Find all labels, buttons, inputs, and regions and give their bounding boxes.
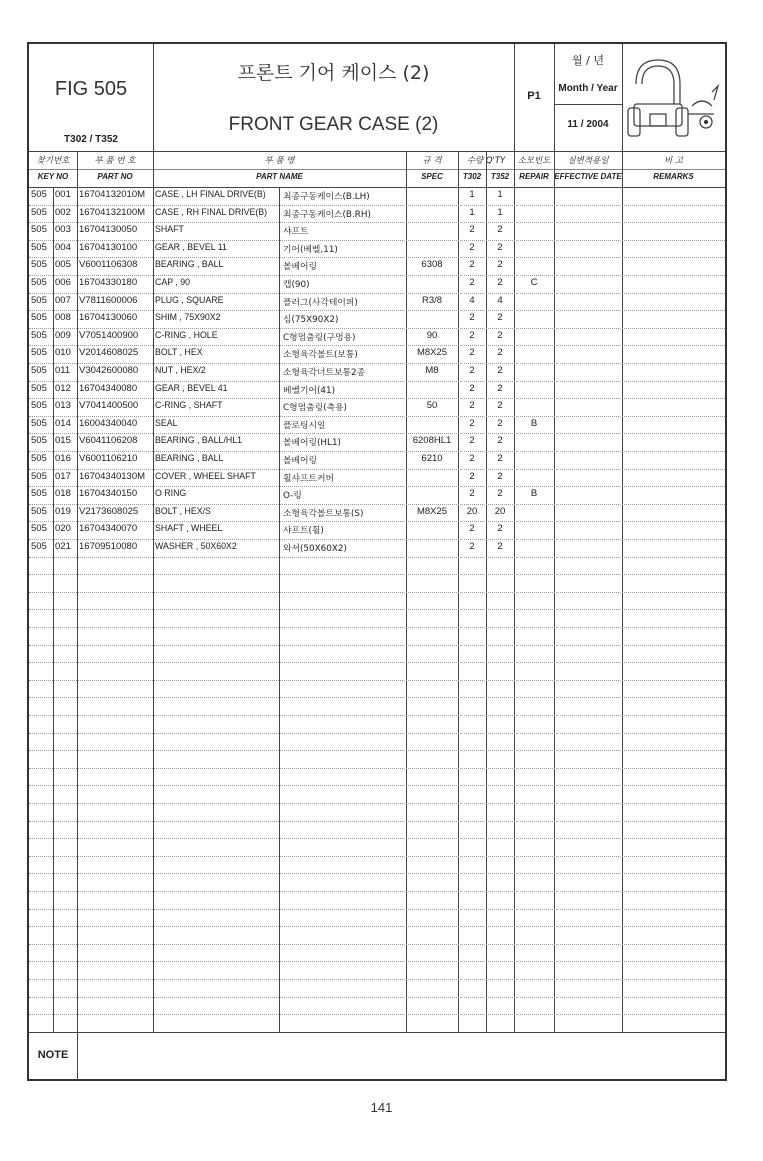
key-no-header: KEY NO (37, 172, 69, 181)
effective-date-header: EFFECTIVE DATE (554, 172, 622, 181)
cell-repair: C (530, 277, 538, 288)
cell-fig: 505 (31, 312, 47, 324)
cell-key: 014 (55, 417, 71, 429)
table-row (29, 469, 725, 488)
table-row (29, 733, 725, 752)
table-row (29, 328, 725, 347)
cell-fig: 505 (31, 206, 47, 218)
cell-kr: 샤프트(휠) (283, 526, 324, 537)
cell-q2: 2 (497, 365, 503, 376)
note-label: NOTE (37, 1049, 69, 1061)
cell-key: 003 (55, 224, 71, 236)
cell-name: SHIM , 75X90X2 (155, 312, 221, 323)
table-row (29, 416, 725, 435)
sheet-header (29, 44, 725, 152)
cell-fig: 505 (31, 382, 47, 394)
cell-spec: M8X25 (416, 347, 448, 359)
cell-kr: 플로팅시일 (283, 420, 326, 431)
cell-name: GEAR , BEVEL 41 (155, 382, 228, 393)
cell-name: BEARING , BALL (155, 453, 224, 463)
cell-fig: 505 (31, 523, 47, 535)
repair-header: REPAIR (519, 172, 549, 181)
cell-q2: 2 (497, 523, 503, 535)
cell-kr: C형멈춤링(축용) (283, 403, 347, 414)
cell-part: V3042600080 (79, 365, 139, 376)
cell-kr: 볼베어링(HL1) (283, 438, 341, 449)
cell-name: CAP , 90 (155, 277, 191, 287)
cell-name: BOLT , HEX/S (155, 505, 211, 516)
cell-key: 005 (55, 259, 71, 271)
cell-q1: 2 (469, 400, 475, 412)
table-row (29, 856, 725, 875)
cell-spec: 6208HL1 (412, 435, 452, 447)
qty-t352-header: T352 (490, 172, 510, 181)
page-number: 141 (370, 1100, 393, 1115)
cell-kr: 볼베어링 (283, 456, 317, 466)
table-row (29, 504, 725, 523)
cell-key: 012 (55, 382, 71, 394)
table-row (29, 240, 725, 259)
cell-q2: 2 (497, 541, 503, 552)
cell-repair: B (530, 488, 538, 500)
table-row (29, 345, 725, 364)
table-row (29, 926, 725, 945)
parts-sheet (27, 42, 727, 1081)
cell-q1: 1 (469, 189, 475, 200)
part-no-header-kr: 부 품 번 호 (94, 156, 136, 166)
cell-kr: 샤프트 (283, 227, 309, 238)
cell-kr: 휠샤프트커버 (283, 473, 334, 484)
cell-kr: 베벨기어(41) (283, 385, 336, 396)
cell-part: V2173608025 (79, 505, 139, 517)
cell-part: V6001106308 (79, 259, 138, 271)
cell-name: BEARING , BALL/HL1 (155, 435, 243, 446)
qty-header: 수량 Q'TY (466, 156, 506, 166)
table-row (29, 997, 725, 1016)
cell-q1: 2 (469, 241, 475, 253)
cell-key: 021 (55, 541, 71, 552)
cell-key: 007 (55, 294, 71, 306)
table-row (29, 222, 725, 241)
cell-q1: 2 (469, 312, 475, 324)
table-row (29, 873, 725, 892)
cell-part: V7051400900 (79, 329, 139, 341)
cell-q2: 2 (497, 277, 503, 288)
cell-kr: 소형육각볼트보통(S) (283, 508, 364, 519)
title-block (153, 44, 514, 151)
cell-fig: 505 (31, 488, 47, 500)
table-row (29, 697, 725, 716)
cell-fig: 505 (31, 241, 47, 253)
month-year-label: Month / Year (558, 83, 618, 94)
cell-name: BEARING , BALL (155, 259, 224, 270)
cell-part: 16704130050 (79, 224, 138, 236)
cell-q2: 2 (497, 453, 503, 464)
cell-kr: 볼베어링 (283, 262, 317, 273)
table-row (29, 381, 725, 400)
cell-spec: 6308 (421, 259, 443, 271)
cell-q1: 2 (469, 224, 475, 236)
cell-part: V6041106208 (79, 435, 138, 447)
table-row (29, 539, 725, 558)
cell-part: 16704132010M (79, 189, 146, 200)
table-row (29, 909, 725, 928)
cell-name: GEAR , BEVEL 11 (155, 241, 227, 252)
cell-name: COVER , WHEEL SHAFT (155, 470, 256, 481)
cell-key: 017 (55, 470, 71, 482)
cell-fig: 505 (31, 417, 47, 429)
cell-part: 16704330180 (79, 277, 138, 288)
cell-kr: 소형육각볼트(보통) (283, 350, 358, 361)
table-row (29, 785, 725, 804)
cell-fig: 505 (31, 505, 47, 517)
table-row (29, 838, 725, 857)
cell-name: SHAFT , WHEEL (155, 523, 223, 534)
spec-header: SPEC (421, 172, 443, 181)
cell-key: 015 (55, 435, 71, 447)
cell-fig: 505 (31, 294, 47, 306)
table-row (29, 979, 725, 998)
cell-fig: 505 (31, 277, 47, 288)
cell-part: 16704340150 (79, 488, 138, 500)
cell-q2: 1 (497, 206, 503, 218)
cell-q2: 1 (497, 189, 503, 200)
table-row (29, 433, 725, 452)
repair-header-kr: 소모빈도 (517, 156, 551, 166)
cell-key: 018 (55, 488, 71, 500)
cell-q2: 2 (497, 241, 503, 253)
cell-key: 010 (55, 347, 71, 359)
cell-part: 16004340040 (79, 417, 138, 429)
table-row (29, 944, 725, 963)
cell-fig: 505 (31, 400, 47, 412)
cell-q1: 2 (469, 523, 475, 535)
cell-name: NUT , HEX/2 (155, 365, 206, 375)
cell-spec: 50 (426, 400, 438, 412)
table-row (29, 187, 725, 206)
cell-q1: 2 (469, 382, 475, 394)
cell-q2: 20 (494, 505, 506, 517)
title-korean: 프론트 기어 케이스 (2) (237, 62, 430, 84)
cell-fig: 505 (31, 365, 47, 376)
column-header (29, 151, 725, 188)
cell-q1: 2 (469, 435, 475, 447)
table-row (29, 645, 725, 664)
qty-t302-header: T302 (462, 172, 482, 181)
table-row (29, 398, 725, 417)
tractor-front-icon (622, 44, 725, 151)
model-list: T302 / T352 (64, 134, 118, 145)
cell-q2: 2 (497, 347, 503, 359)
spec-header-kr: 규 격 (422, 156, 442, 166)
cell-key: 019 (55, 505, 71, 517)
cell-key: 020 (55, 523, 71, 535)
table-row (29, 961, 725, 980)
title-english: FRONT GEAR CASE (2) (228, 114, 439, 135)
table-row (29, 574, 725, 593)
cell-part: V7041400500 (79, 400, 139, 412)
fig-number: FIG 505 (54, 78, 128, 100)
cell-spec: M8 (425, 365, 439, 376)
cell-key: 016 (55, 453, 71, 464)
cell-q2: 2 (497, 259, 503, 271)
cell-q1: 20 (466, 505, 478, 517)
cell-q1: 2 (469, 277, 475, 288)
cell-q2: 2 (497, 435, 503, 447)
cell-part: 16704340070 (79, 523, 138, 535)
cell-kr: 심(75X90X2) (283, 315, 339, 326)
cell-name: PLUG , SQUARE (155, 294, 224, 305)
page-code: P1 (527, 90, 541, 102)
cell-name: WASHER , 50X60X2 (155, 541, 237, 551)
table-row (29, 363, 725, 382)
effective-date-header-kr: 실변적용일 (567, 156, 609, 166)
table-row (29, 257, 725, 276)
cell-name: SHAFT (155, 224, 184, 235)
remarks-header-kr: 비 고 (663, 156, 684, 166)
cell-q2: 2 (497, 382, 503, 394)
cell-q1: 2 (469, 329, 475, 341)
cell-fig: 505 (31, 541, 47, 552)
effective-date: 11 / 2004 (567, 119, 609, 130)
cell-kr: 와셔(50X60X2) (283, 544, 347, 554)
cell-part: V2014608025 (79, 347, 139, 359)
cell-q1: 2 (469, 259, 475, 271)
cell-part: 16709510080 (79, 541, 138, 552)
table-row (29, 521, 725, 540)
cell-q2: 4 (497, 294, 503, 306)
cell-name: CASE , LH FINAL DRIVE(B) (155, 189, 266, 199)
cell-q2: 2 (497, 470, 503, 482)
remarks-header: REMARKS (653, 172, 694, 181)
cell-q1: 2 (469, 417, 475, 429)
cell-spec: 90 (426, 329, 438, 341)
cell-fig: 505 (31, 470, 47, 482)
cell-q1: 4 (469, 294, 475, 306)
cell-name: BOLT , HEX (155, 347, 203, 358)
cell-part: V7811600006 (79, 294, 138, 306)
cell-key: 009 (55, 329, 71, 341)
table-row (29, 750, 725, 769)
cell-fig: 505 (31, 347, 47, 359)
cell-q2: 2 (497, 312, 503, 324)
table-row (29, 680, 725, 699)
page-code-block (514, 44, 554, 151)
cell-kr: O-링 (283, 491, 302, 502)
cell-kr: 최종구동케이스(B.RH) (283, 209, 371, 220)
table-row (29, 715, 725, 734)
table-row (29, 293, 725, 312)
note-area (29, 1032, 725, 1080)
key-no-header-kr: 찾기번호 (36, 156, 70, 166)
cell-part: 16704340130M (79, 470, 146, 482)
cell-q1: 2 (469, 470, 475, 482)
cell-name: O RING (155, 488, 187, 499)
cell-key: 006 (55, 277, 71, 288)
cell-spec: R3/8 (421, 294, 443, 306)
cell-q1: 1 (469, 206, 475, 218)
cell-spec: M8X25 (416, 505, 448, 517)
table-row (29, 557, 725, 576)
table-row (29, 486, 725, 505)
table-row (29, 609, 725, 628)
table-row (29, 310, 725, 329)
cell-q2: 2 (497, 417, 503, 429)
cell-q2: 2 (497, 488, 503, 500)
cell-part: 16704340080 (79, 382, 138, 394)
cell-kr: 기어(베벨,11) (283, 244, 338, 255)
cell-fig: 505 (31, 329, 47, 341)
table-row (29, 768, 725, 787)
table-row (29, 891, 725, 910)
cell-q2: 2 (497, 224, 503, 236)
cell-name: CASE , RH FINAL DRIVE(B) (155, 206, 268, 217)
cell-q1: 2 (469, 453, 475, 464)
table-row (29, 1014, 725, 1033)
cell-fig: 505 (31, 259, 47, 271)
table-row (29, 592, 725, 611)
cell-key: 008 (55, 312, 71, 324)
cell-key: 011 (55, 365, 71, 376)
cell-name: SEAL (155, 417, 178, 428)
cell-q2: 2 (497, 400, 503, 412)
table-row (29, 627, 725, 646)
cell-key: 002 (55, 206, 71, 218)
cell-part: V6001106210 (79, 453, 138, 464)
cell-q1: 2 (469, 541, 475, 552)
cell-fig: 505 (31, 189, 47, 200)
part-name-header-kr: 부 품 명 (264, 156, 295, 166)
cell-repair: B (530, 417, 538, 429)
cell-part: 16704130060 (79, 312, 138, 324)
cell-kr: 플러그(사각테이퍼) (283, 297, 358, 308)
cell-part: 16704130100 (79, 241, 138, 253)
cell-kr: C형멈춤링(구멍용) (283, 332, 356, 343)
cell-spec: 6210 (421, 453, 443, 464)
cell-q1: 2 (469, 488, 475, 500)
table-row (29, 803, 725, 822)
cell-name: C-RING , HOLE (155, 329, 218, 340)
part-no-header: PART NO (97, 172, 133, 181)
cell-kr: 소형육각너트보통2종 (283, 368, 366, 378)
cell-kr: 최종구동케이스(B.LH) (283, 192, 370, 202)
table-row (29, 821, 725, 840)
month-year-korean: 월 / 년 (572, 54, 604, 67)
cell-key: 001 (55, 189, 71, 200)
cell-q2: 2 (497, 329, 503, 341)
cell-fig: 505 (31, 435, 47, 447)
table-row (29, 205, 725, 224)
cell-part: 16704132100M (79, 206, 146, 218)
table-row (29, 451, 725, 470)
cell-name: C-RING , SHAFT (155, 400, 223, 411)
fig-block (29, 44, 153, 151)
cell-fig: 505 (31, 453, 47, 464)
part-name-header: PART NAME (256, 172, 303, 181)
cell-q1: 2 (469, 365, 475, 376)
table-row (29, 662, 725, 681)
cell-kr: 캡(90) (283, 280, 310, 290)
table-row (29, 275, 725, 294)
date-block (554, 44, 622, 151)
cell-fig: 505 (31, 224, 47, 236)
cell-key: 004 (55, 241, 71, 253)
cell-key: 013 (55, 400, 71, 412)
cell-q1: 2 (469, 347, 475, 359)
